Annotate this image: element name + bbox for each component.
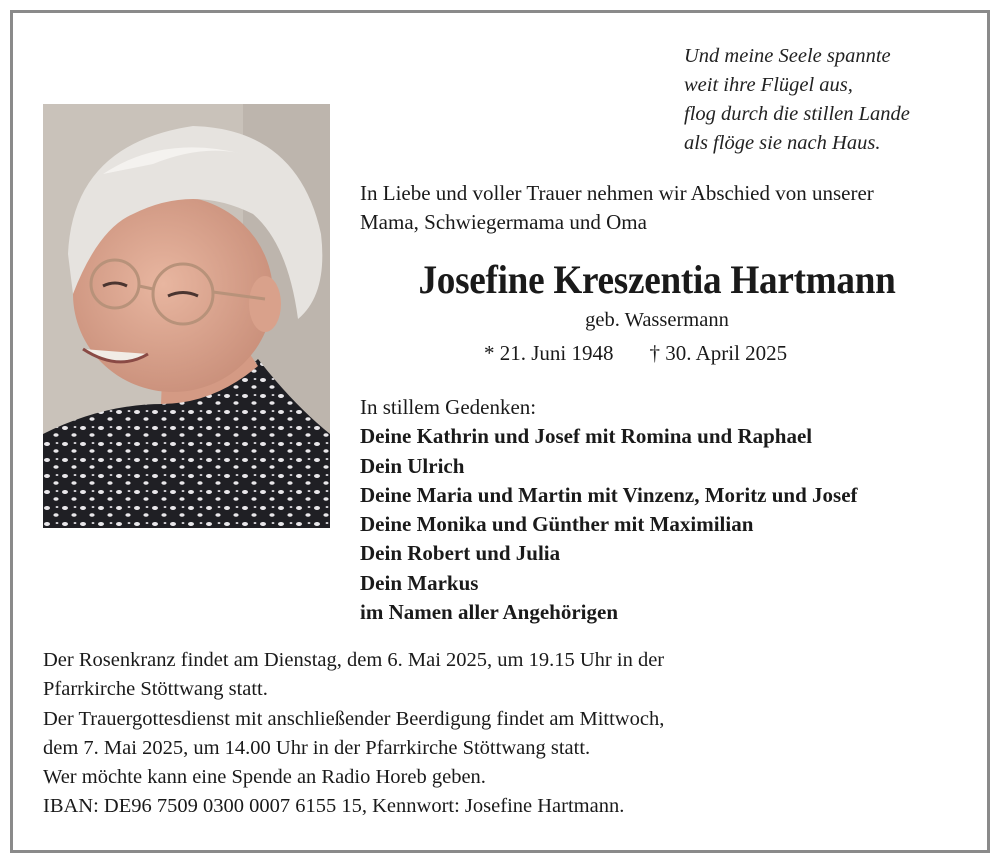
service-notice [43,646,664,822]
poem-line: Und meine Seele spannte [684,45,891,67]
portrait-photo [43,104,330,528]
family-line: Deine Kathrin und Josef mit Romina und Raphael [360,424,813,449]
memorial-section [360,393,858,627]
memorial-heading: In stillem Gedenken: [360,395,537,419]
birth-date: * 21. Juni 1948 [484,341,614,365]
notice-line: Pfarrkirche Stöttwang statt. [43,678,268,701]
death-date: † 30. April 2025 [649,341,788,365]
intro-line: In Liebe und voller Trauer nehmen wir Abschied von unserer [360,181,874,205]
notice-line: IBAN: DE96 7509 0300 0007 6155 15, Kennwort: Josefine Hartmann. [43,795,625,818]
notice-line: Wer möchte kann eine Spende an Radio Horeb geben. [43,766,486,789]
intro-text [360,179,874,237]
family-line: Dein Markus [360,570,479,595]
deceased-name: Josefine Kreszentia Hartmann [418,257,896,302]
family-line: Dein Robert und Julia [360,541,561,566]
family-line: Deine Monika und Günther mit Maximilian [360,512,754,537]
poem-line: als flöge sie nach Haus. [684,132,881,154]
intro-line: Mama, Schwiegermama und Oma [360,210,647,234]
notice-line: Der Rosenkranz findet am Dienstag, dem 6. Mai 2025, um 19.15 Uhr in der [43,649,665,671]
notice-line: Der Trauergottesdienst mit anschließender Beerdigung findet am Mittwoch, [43,707,665,730]
family-line: im Namen aller Angehörigen [360,600,619,625]
poem-line: flog durch die stillen Lande [684,103,910,125]
family-line: Dein Ulrich [360,453,465,478]
poem-line: weit ihre Flügel aus, [684,74,853,96]
life-dates [484,341,787,366]
family-line: Deine Maria und Martin mit Vinzenz, Moritz und Josef [360,482,858,507]
notice-line: dem 7. Mai 2025, um 14.00 Uhr in der Pfarrkirche Stöttwang statt. [43,736,591,759]
maiden-name: geb. Wassermann [585,309,729,331]
poem [684,42,910,158]
